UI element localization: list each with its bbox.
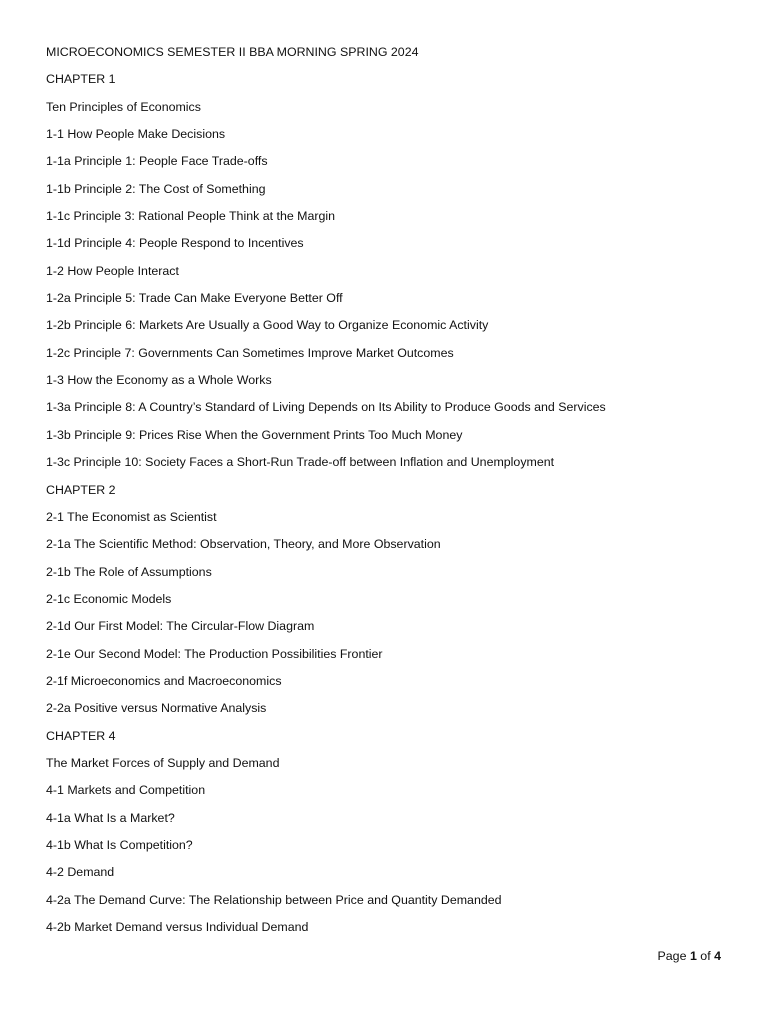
subsection-line: 2-1e Our Second Model: The Production Possibilities Frontier — [46, 646, 383, 661]
subsection-line: 1-2a Principle 5: Trade Can Make Everyone Better Off — [46, 291, 343, 306]
subsection-line: 2-1b The Role of Assumptions — [46, 564, 212, 579]
chapter-title: The Market Forces of Supply and Demand — [46, 755, 280, 770]
chapter-title: Ten Principles of Economics — [46, 99, 201, 114]
page-label: Page — [657, 949, 687, 963]
subsection-line: 2-1f Microeconomics and Macroeconomics — [46, 673, 282, 688]
subsection-line: 2-1a The Scientific Method: Observation, Theory, and More Observation — [46, 537, 441, 552]
subsection-line: 1-1d Principle 4: People Respond to Incentives — [46, 236, 304, 251]
section-line: 2-1 The Economist as Scientist — [46, 509, 217, 524]
chapter-heading: CHAPTER 4 — [46, 728, 116, 743]
outline-list — [46, 42, 746, 944]
total-pages-number: 4 — [714, 949, 721, 963]
subsection-line: 1-1a Principle 1: People Face Trade-offs — [46, 154, 268, 169]
current-page-number: 1 — [689, 949, 697, 963]
subsection-line: 1-1b Principle 2: The Cost of Something — [46, 181, 266, 196]
subsection-line: 1-3a Principle 8: A Country’s Standard of Living Depends on Its Ability to Produce Goods and Services — [46, 400, 606, 415]
subsection-line: 4-1b What Is Competition? — [46, 837, 193, 852]
document-title: MICROECONOMICS SEMESTER II BBA MORNING SPRING 2024 — [46, 45, 419, 59]
page-of-label: of — [700, 949, 711, 963]
subsection-line: 2-1c Economic Models — [46, 591, 172, 606]
subsection-line: 2-1d Our First Model: The Circular-Flow Diagram — [46, 619, 315, 634]
section-line: 1-3 How the Economy as a Whole Works — [46, 373, 272, 388]
section-line: 1-1 How People Make Decisions — [46, 127, 226, 142]
subsection-line: 4-2b Market Demand versus Individual Demand — [46, 920, 309, 934]
chapter-heading: CHAPTER 1 — [46, 72, 116, 87]
page-number-footer — [658, 946, 721, 966]
subsection-line: 1-2b Principle 6: Markets Are Usually a Good Way to Organize Economic Activity — [46, 318, 489, 333]
subsection-line: 4-1a What Is a Market? — [46, 810, 175, 825]
section-line: 1-2 How People Interact — [46, 263, 179, 278]
subsection-line: 1-2c Principle 7: Governments Can Sometimes Improve Market Outcomes — [46, 345, 454, 360]
subsection-line: 4-2a The Demand Curve: The Relationship between Price and Quantity Demanded — [46, 892, 502, 907]
subsection-line: 1-1c Principle 3: Rational People Think at the Margin — [46, 209, 336, 224]
subsection-line: 1-3c Principle 10: Society Faces a Short-Run Trade-off between Inflation and Unemployment — [46, 455, 555, 470]
subsection-line: 2-2a Positive versus Normative Analysis — [46, 701, 267, 716]
chapter-heading: CHAPTER 2 — [46, 482, 116, 497]
section-line: 4-2 Demand — [46, 865, 115, 880]
section-line: 4-1 Markets and Competition — [46, 783, 206, 798]
subsection-line: 1-3b Principle 9: Prices Rise When the Government Prints Too Much Money — [46, 427, 463, 442]
